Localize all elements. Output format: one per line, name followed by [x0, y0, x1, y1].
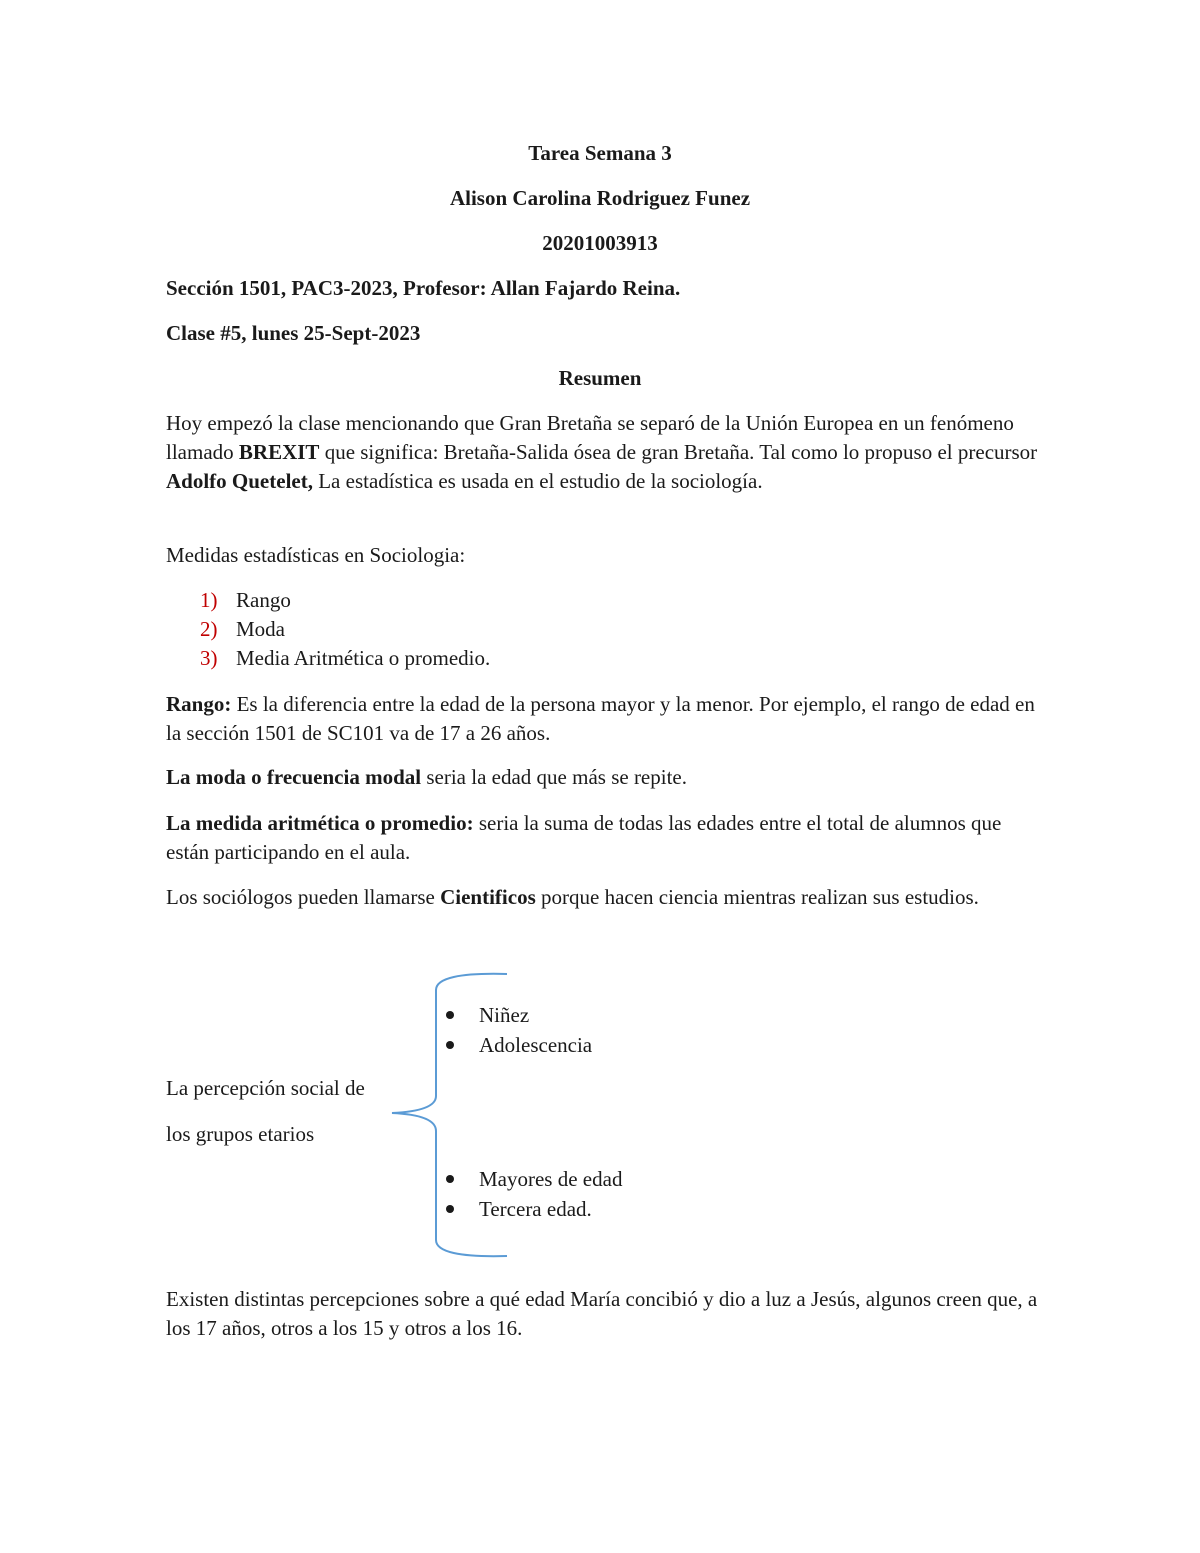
moda-text: seria la edad que más se repite. [421, 765, 687, 789]
rango-text: Es la diferencia entre la edad de la persona mayor y la menor. Por ejemplo, el rango de edad en la sección 1501 de SC101 va de 17 a 26 años. [166, 692, 1035, 745]
rango-term: Rango: [166, 692, 232, 716]
media-text: seria la suma de todas las edades entre el total de alumnos que están participando en el aula. [166, 811, 1002, 864]
bullet-icon [446, 1011, 454, 1019]
student-name: Alison Carolina Rodriguez Funez [449, 186, 751, 210]
measure-number: 2) [200, 617, 218, 641]
age-group-label: Tercera edad. [479, 1197, 592, 1221]
section-line: Sección 1501, PAC3-2023, Profesor: Allan Fajardo Reina. [166, 276, 681, 300]
cientificos-text-2: porque hacen ciencia mientras realizan sus estudios. [535, 885, 979, 909]
age-group-label: Adolescencia [479, 1033, 593, 1057]
media-term: La medida aritmética o promedio: [166, 811, 474, 835]
diagram-label-line-1: La percepción social de [166, 1076, 365, 1100]
closing-paragraph: Existen distintas percepciones sobre a qué edad María concibió y dio a luz a Jesús, algunos creen que, a los 17 años, otros a los 15 y otros a los 16. [166, 1287, 1038, 1340]
intro-text-2: que significa: Bretaña-Salida ósea de gran Bretaña. Tal como lo propuso el precursor [319, 440, 1038, 464]
quetelet-term: Adolfo Quetelet, [166, 469, 313, 493]
bullet-icon [446, 1041, 454, 1049]
age-group-label: Mayores de edad [479, 1167, 623, 1191]
intro-text-1: Hoy empezó la clase mencionando que Gran Bretaña se separó de la Unión Europea en un fenómeno llamado [166, 411, 1014, 464]
moda-term: La moda o frecuencia modal [166, 765, 422, 789]
bullet-icon [446, 1205, 454, 1213]
list-item [446, 1003, 529, 1028]
class-line: Clase #5, lunes 25-Sept-2023 [166, 321, 421, 345]
cientificos-term: Cientificos [440, 885, 536, 909]
measure-number: 3) [200, 646, 218, 670]
document-title: Tarea Semana 3 [528, 141, 672, 165]
measure-label: Moda [236, 617, 285, 641]
diagram-label-line-2: los grupos etarios [166, 1122, 315, 1146]
list-item [446, 1197, 592, 1222]
measure-number: 1) [200, 588, 218, 612]
bullet-icon [446, 1175, 454, 1183]
age-group-label: Niñez [479, 1003, 530, 1027]
student-id: 20201003913 [542, 231, 658, 255]
measure-label: Media Aritmética o promedio. [236, 646, 491, 670]
list-item [446, 1167, 622, 1192]
measure-label: Rango [236, 588, 291, 612]
summary-heading: Resumen [558, 366, 642, 390]
intro-text-3: La estadística es usada en el estudio de la sociología. [312, 469, 763, 493]
brexit-term: BREXIT [238, 440, 320, 464]
measures-heading: Medidas estadísticas en Sociologia: [166, 543, 466, 567]
list-item [446, 1033, 592, 1058]
cientificos-text-1: Los sociólogos pueden llamarse [166, 885, 441, 909]
